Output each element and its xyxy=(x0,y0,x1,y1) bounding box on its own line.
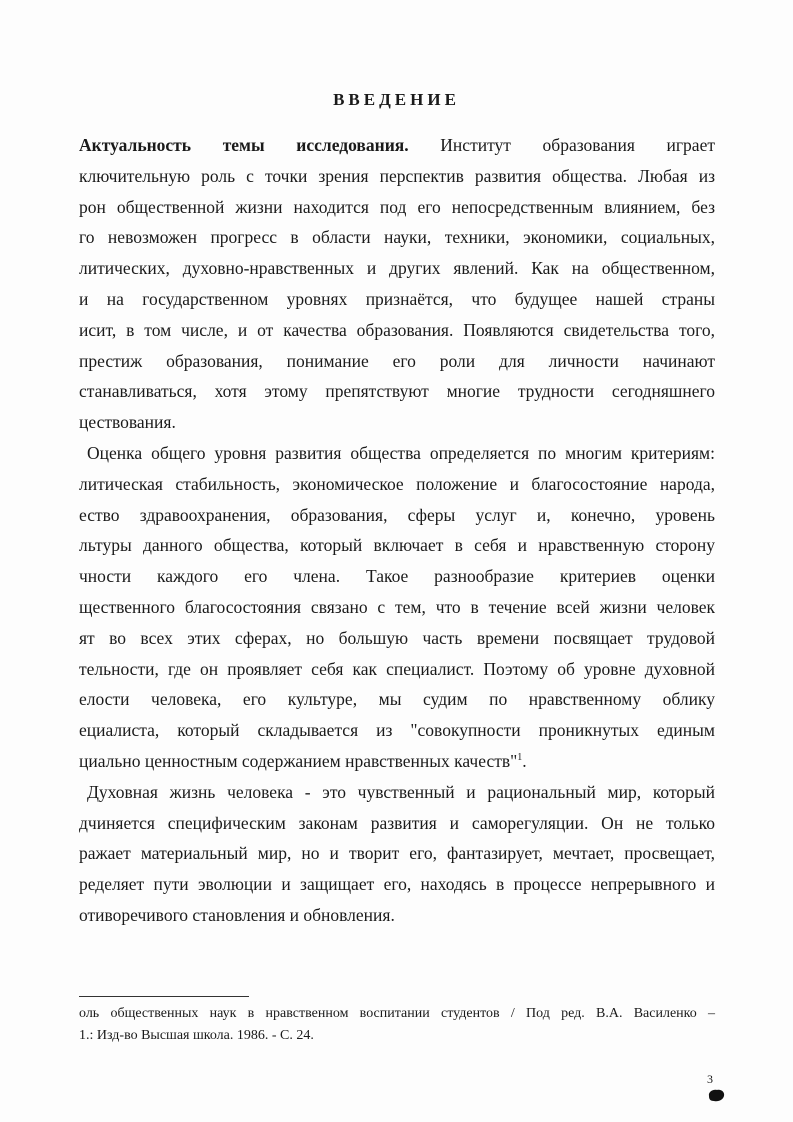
paragraph-2-last-text: циально ценностным содержанием нравственных качеств" xyxy=(79,750,518,771)
paragraph-3-line: ределяет пути эволюции и защищает его, находясь в процессе непрерывного и xyxy=(79,874,715,895)
paragraph-1-line: станавливаться, хотя этому препятствуют многие трудности сегодняшнего xyxy=(79,381,715,402)
paragraph-3-line-last: отиворечивого становления и обновления. xyxy=(79,904,395,925)
paragraph-3-line: Духовная жизнь человека - это чувственный и рациональный мир, который xyxy=(87,781,715,802)
paragraph-1-line: исит, в том числе, и от качества образования. Появляются свидетельства того, xyxy=(79,319,715,340)
paragraph-1-lead-text: Институт образования играет xyxy=(440,135,715,155)
paragraph-2-line: елости человека, его культуре, мы судим по нравственному облику xyxy=(79,689,715,710)
document-body xyxy=(79,130,715,931)
footnote xyxy=(79,1003,715,1047)
paragraph-1-line-1 xyxy=(79,130,715,161)
page-number: 3 xyxy=(707,1072,713,1086)
footnote-line: оль общественных наук в нравственном воспитании студентов / Под ред. В.А. Василенко – xyxy=(79,1006,715,1021)
paragraph-2-line: ят во всех этих сферах, но большую часть времени посвящает трудовой xyxy=(79,627,715,648)
paragraph-2-line: ество здравоохранения, образования, сферы услуг и, конечно, уровень xyxy=(79,504,715,525)
paragraph-2-end-punct: . xyxy=(522,750,527,771)
section-heading: Актуальность темы исследования. xyxy=(79,135,409,155)
paragraph-1-line: и на государственном уровнях признаётся, что будущее нашей страны xyxy=(79,288,715,309)
paragraph-1-line: го невозможен прогресс в области науки, техники, экономики, социальных, xyxy=(79,227,715,248)
paragraph-2-line-last xyxy=(79,746,715,777)
paragraph-2-line: льтуры данного общества, который включает в себя и нравственную сторону xyxy=(79,535,715,556)
paragraph-2-line: чности каждого его члена. Такое разнообразие критериев оценки xyxy=(79,566,715,587)
paragraph-2-line: литическая стабильность, экономическое положение и благосостояние народа, xyxy=(79,473,715,494)
paragraph-1-line: литических, духовно-нравственных и других явлений. Как на общественном, xyxy=(79,258,715,279)
document-title: ВВЕДЕНИЕ xyxy=(333,90,460,109)
ink-blot-mark xyxy=(706,1087,726,1103)
paragraph-1-line: ключительную роль с точки зрения перспектив развития общества. Любая из xyxy=(79,165,715,186)
paragraph-1-line-last: цествования. xyxy=(79,412,176,433)
paragraph-1-line: рон общественной жизни находится под его непосредственным влиянием, без xyxy=(79,196,715,217)
paragraph-2-line: ециалиста, который складывается из "совокупности проникнутых единым xyxy=(79,720,715,741)
paragraph-2-line: Оценка общего уровня развития общества определяется по многим критериям: xyxy=(87,442,715,463)
paragraph-3-line: ражает материальный мир, но и творит его, фантазирует, мечтает, просвещает, xyxy=(79,843,715,864)
footnote-divider xyxy=(79,996,249,997)
footnote-line: 1.: Изд-во Высшая школа. 1986. - С. 24. xyxy=(79,1028,314,1043)
paragraph-1-line: престиж образования, понимание его роли для личности начинают xyxy=(79,350,715,371)
paragraph-2-line: тельности, где он проявляет себя как специалист. Поэтому об уровне духовной xyxy=(79,658,715,679)
footnote-reference[interactable]: 1 xyxy=(517,752,523,764)
paragraph-2-line: щественного благосостояния связано с тем, что в течение всей жизни человек xyxy=(79,596,715,617)
paragraph-3-line: дчиняется специфическим законам развития и саморегуляции. Он не только xyxy=(79,812,715,833)
